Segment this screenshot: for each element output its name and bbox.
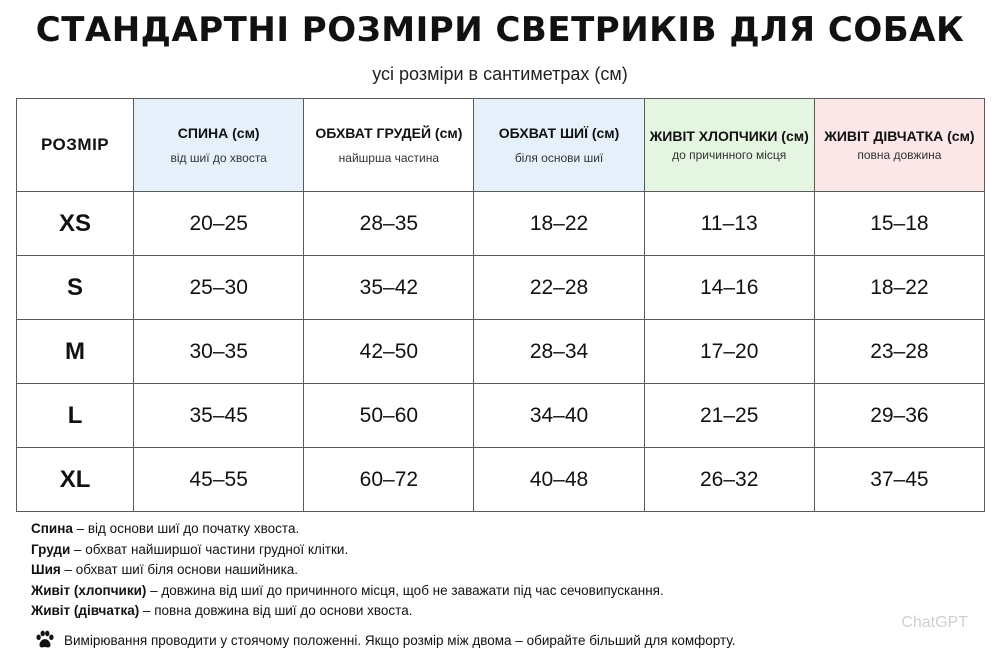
- column-header-title: ЖИВІТ ДІВЧАТКА (см): [824, 128, 975, 144]
- table-cell: 34–40: [474, 384, 644, 448]
- table-row: [17, 448, 985, 512]
- size-table: [16, 98, 985, 512]
- table-cell: 37–45: [814, 448, 984, 512]
- note-term: Живіт (дівчатка): [31, 603, 140, 618]
- page-subtitle: усі розміри в сантиметрах (см): [372, 64, 628, 84]
- note-term: Спина: [31, 521, 73, 536]
- note-text: – повна довжина від шиї до основи хвоста.: [139, 603, 413, 618]
- note-term: Живіт (хлопчики): [31, 582, 147, 598]
- table-cell: 25–30: [134, 256, 304, 320]
- table-row: [17, 192, 985, 256]
- table-row: [17, 384, 985, 448]
- column-header-subtitle: біля основи шиї: [514, 151, 604, 165]
- table-cell: 18–22: [814, 256, 984, 320]
- table-cell: 29–36: [814, 384, 984, 448]
- note-term: Груди: [31, 541, 71, 557]
- table-cell: 21–25: [644, 384, 814, 448]
- table-cell: 20–25: [134, 192, 304, 256]
- table-cell: 35–42: [304, 256, 474, 320]
- column-header-title: СПИНА (см): [177, 125, 260, 141]
- table-cell: 40–48: [474, 448, 644, 512]
- neck-column-header: [474, 99, 644, 192]
- table-cell: 17–20: [644, 320, 814, 384]
- column-header-subtitle: від шиї до хвоста: [170, 151, 267, 165]
- table-cell: 30–35: [134, 320, 304, 384]
- column-header-title: ОБХВАТ ШИЇ (см): [498, 125, 620, 141]
- column-header-subtitle: до причинного місця: [672, 148, 787, 162]
- size-label: XS: [17, 192, 134, 256]
- table-cell: 28–34: [474, 320, 644, 384]
- note-text: – обхват найширшої частини грудної клітки.: [70, 541, 349, 557]
- size-label: XL: [17, 448, 134, 512]
- table-cell: 42–50: [304, 320, 474, 384]
- size-column-header: РОЗМІР: [17, 99, 134, 192]
- table-cell: 14–16: [644, 256, 814, 320]
- chest-column-header: [304, 99, 474, 192]
- watermark: ChatGPT: [901, 614, 968, 631]
- table-cell: 50–60: [304, 384, 474, 448]
- table-cell: 60–72: [304, 448, 474, 512]
- table-cell: 23–28: [814, 320, 984, 384]
- back-column-header: [134, 99, 304, 192]
- note-line: [31, 540, 664, 561]
- table-row: [17, 320, 985, 384]
- table-cell: 45–55: [134, 448, 304, 512]
- table-header-row: [17, 99, 985, 192]
- table-cell: 22–28: [474, 256, 644, 320]
- size-label: S: [17, 256, 134, 320]
- table-cell: 11–13: [644, 192, 814, 256]
- page-title: СТАНДАРТНІ РОЗМІРИ СВЕТРИКІВ ДЛЯ СОБАК: [35, 10, 965, 50]
- measurement-tip: [34, 630, 735, 650]
- tip-text: Вимірювання проводити у стоячому положенні. Якщо розмір між двома – обирайте більший для комфорту.: [64, 632, 736, 648]
- belly-boys-column-header: [644, 99, 814, 192]
- size-label: L: [17, 384, 134, 448]
- note-line: [31, 601, 664, 622]
- note-text: – довжина від шиї до причинного місця, щоб не заважати під час сечовипускання.: [146, 582, 664, 598]
- table-cell: 35–45: [134, 384, 304, 448]
- column-header-subtitle: найшрша частина: [338, 151, 440, 165]
- table-cell: 26–32: [644, 448, 814, 512]
- table-cell: 15–18: [814, 192, 984, 256]
- column-header-subtitle: повна довжина: [857, 148, 942, 162]
- note-line: [31, 560, 664, 581]
- table-cell: 18–22: [474, 192, 644, 256]
- note-text: – обхват шиї біля основи нашийника.: [60, 562, 299, 577]
- measurement-notes: [31, 519, 664, 622]
- note-line: [31, 519, 664, 540]
- note-term: Шия: [31, 562, 61, 577]
- column-header-title: ОБХВАТ ГРУДЕЙ (см): [315, 125, 463, 141]
- note-text: – від основи шиї до початку хвоста.: [72, 521, 300, 536]
- column-header-title: ЖИВІТ ХЛОПЧИКИ (см): [649, 128, 809, 144]
- table-row: [17, 256, 985, 320]
- note-line: [31, 581, 664, 602]
- paw-icon: [34, 630, 56, 650]
- table-cell: 28–35: [304, 192, 474, 256]
- size-label: M: [17, 320, 134, 384]
- belly-girls-column-header: [814, 99, 984, 192]
